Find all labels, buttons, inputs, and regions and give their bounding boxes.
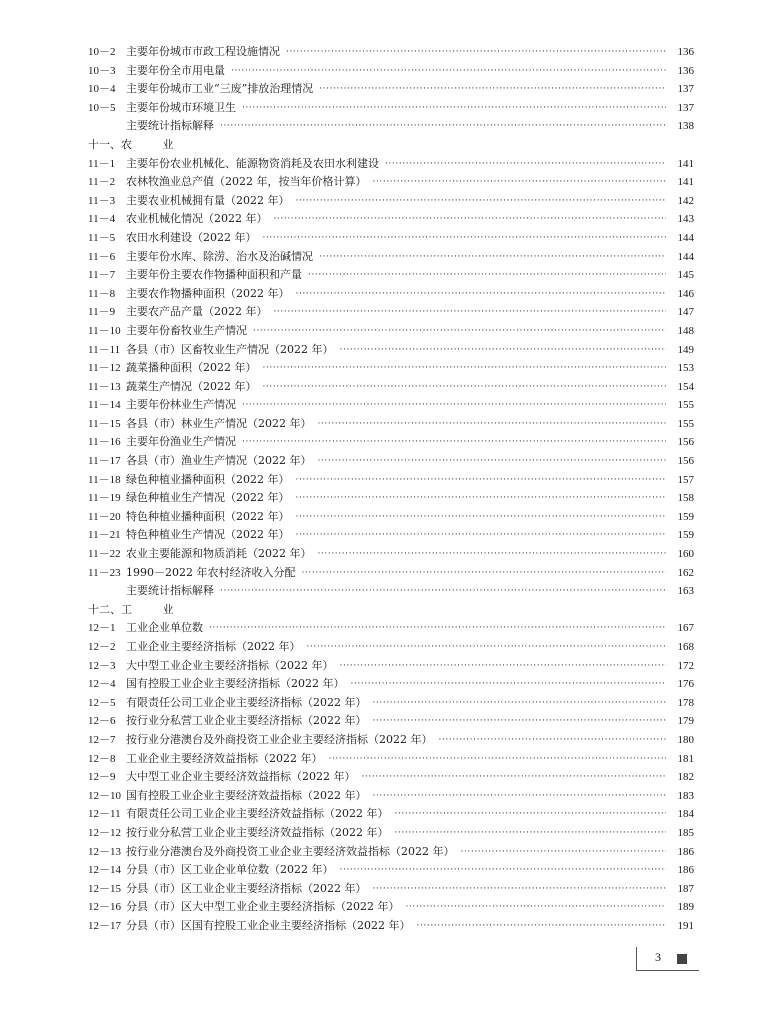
toc-entry-page: 185 <box>677 826 694 839</box>
toc-entry-title: 分县（市）区工业企业主要经济指标（2022 年） <box>126 881 367 895</box>
dot-leader <box>417 917 667 936</box>
toc-entry-title: 各县（市）渔业生产情况（2022 年） <box>126 454 312 468</box>
dot-leader <box>263 359 667 378</box>
toc-entry-number: 11－1 <box>88 157 116 170</box>
toc-entry-page: 144 <box>677 231 694 244</box>
toc-entry-number: 11－18 <box>88 473 121 486</box>
toc-entry-page: 187 <box>677 882 694 895</box>
toc-entry-number: 12－2 <box>88 641 116 653</box>
dot-leader <box>362 768 667 787</box>
dot-leader <box>296 192 667 211</box>
dot-leader <box>296 489 667 508</box>
toc-entry-page: 144 <box>677 250 694 263</box>
toc-entry[interactable] <box>88 638 694 657</box>
toc-entry[interactable] <box>88 861 694 880</box>
toc-entry-title: 大中型工业企业主要经济效益指标（2022 年） <box>126 770 356 784</box>
toc-entry[interactable] <box>88 433 694 452</box>
toc-entry-title: 特色种植业生产情况（2022 年） <box>126 528 290 542</box>
toc-entry[interactable] <box>88 805 694 824</box>
toc-entry-page: 181 <box>677 752 694 765</box>
toc-entry-title: 特色种植业播种面积（2022 年） <box>126 509 290 523</box>
toc-entry[interactable] <box>88 303 694 322</box>
toc-entry-page: 149 <box>677 343 694 356</box>
toc-entry-page: 156 <box>677 455 694 468</box>
dot-leader <box>296 471 667 490</box>
toc-entry-page: 191 <box>677 919 694 932</box>
toc-entry[interactable] <box>88 787 694 806</box>
toc-entry-title: 主要年份农业机械化、能源物资消耗及农田水利建设 <box>126 156 379 170</box>
chapter-12-char-b: 业 <box>162 602 174 616</box>
toc-entry-title: 主要年份城市工业“三废”排放治理情况 <box>126 82 314 96</box>
toc-entry-title: 1990－2022 年农村经济收入分配 <box>126 565 296 579</box>
toc-entry[interactable] <box>88 80 694 99</box>
toc-entry-page: 153 <box>677 362 694 375</box>
toc-entry-number: 11－20 <box>88 510 121 523</box>
dot-leader <box>385 155 666 174</box>
toc-entry-page: 158 <box>677 492 694 505</box>
dot-leader <box>340 657 667 676</box>
toc-entry[interactable] <box>88 229 694 248</box>
toc-entry-page: 142 <box>677 194 694 207</box>
toc-entry[interactable] <box>88 266 694 285</box>
toc-entry[interactable] <box>88 564 694 583</box>
toc-entry-title: 大中型工业企业主要经济指标（2022 年） <box>126 658 334 672</box>
toc-entry-page: 145 <box>677 269 694 282</box>
dot-leader <box>231 62 666 81</box>
toc-entry[interactable] <box>88 173 694 192</box>
toc-entry[interactable] <box>88 210 694 229</box>
toc-entry-title: 主要农产品产量（2022 年） <box>126 305 268 319</box>
toc-entry[interactable] <box>88 750 694 769</box>
toc-entry[interactable] <box>88 675 694 694</box>
toc-entry-page: 136 <box>677 64 694 77</box>
toc-entry-page: 178 <box>677 696 694 709</box>
dot-leader <box>461 843 667 862</box>
toc-entry-number: 12－7 <box>88 733 116 746</box>
toc-entry-number: 11－22 <box>88 548 121 561</box>
toc-entry-title: 分县（市）区工业企业单位数（2022 年） <box>126 863 334 877</box>
toc-entry-number: 11－9 <box>88 306 116 319</box>
dot-leader <box>395 824 667 843</box>
toc-entry[interactable] <box>88 117 694 136</box>
toc-entry-title: 各县（市）林业生产情况（2022 年） <box>126 416 312 430</box>
toc-entry-page: 184 <box>677 808 694 821</box>
toc-entry-title: 绿色种植业播种面积（2022 年） <box>126 472 290 486</box>
toc-entry[interactable] <box>88 359 694 378</box>
toc-entry[interactable] <box>88 694 694 713</box>
toc-entry-page: 148 <box>677 324 694 337</box>
chapter-11-prefix: 十一、 <box>88 137 121 151</box>
toc-entry-page: 154 <box>677 380 694 393</box>
toc-entry-number: 11－2 <box>88 176 116 189</box>
toc-entry-number: 12－9 <box>88 771 116 784</box>
toc-entry-number: 11－6 <box>88 250 116 263</box>
toc-entry[interactable] <box>88 898 694 917</box>
dot-leader <box>318 415 667 434</box>
dot-leader <box>220 117 666 136</box>
toc-entry-title: 工业企业单位数 <box>126 621 203 635</box>
dot-leader <box>286 43 666 62</box>
toc-entry-page: 157 <box>677 473 694 486</box>
toc-entry-page: 155 <box>677 417 694 430</box>
toc-entry-title: 有限责任公司工业企业主要经济效益指标（2022 年） <box>126 807 389 821</box>
toc-entry-number: 12－13 <box>88 845 121 858</box>
toc-entry-title: 按行业分港澳台及外商投资工业企业主要经济效益指标（2022 年） <box>126 844 455 858</box>
toc-entry-page: 159 <box>677 529 694 542</box>
toc-entry-number: 11－16 <box>88 436 121 449</box>
toc-entry[interactable] <box>88 545 694 564</box>
toc-entry-page: 137 <box>677 83 694 96</box>
toc-entry-title: 按行业分私营工业企业主要经济效益指标（2022 年） <box>126 825 389 839</box>
dot-leader <box>253 322 666 341</box>
toc-entry-page: 141 <box>677 157 694 170</box>
toc-entry[interactable] <box>88 285 694 304</box>
toc-entry-number: 12－15 <box>88 882 121 895</box>
footer-rule <box>637 970 699 971</box>
toc-entry[interactable] <box>88 99 694 118</box>
toc-entry[interactable] <box>88 768 694 787</box>
dot-leader <box>296 285 667 304</box>
toc-entry[interactable] <box>88 322 694 341</box>
dot-leader <box>301 564 666 583</box>
toc-entry-page: 138 <box>677 120 694 133</box>
toc-entry-number: 12－14 <box>88 864 121 877</box>
toc-entry[interactable] <box>88 396 694 415</box>
chapter-heading-11 <box>88 136 694 155</box>
toc-entry-number: 12－12 <box>88 826 121 839</box>
dot-leader <box>296 526 667 545</box>
dot-leader <box>373 694 667 713</box>
toc-entry[interactable] <box>88 452 694 471</box>
toc-entry-number: 12－3 <box>88 659 116 672</box>
toc-entry-title: 主要年份城市环境卫生 <box>126 100 236 114</box>
toc-entry[interactable] <box>88 582 694 601</box>
toc-entry-page: 163 <box>677 585 694 598</box>
dot-leader <box>373 880 667 899</box>
toc-entry[interactable] <box>88 192 694 211</box>
dot-leader <box>373 712 667 731</box>
toc-entry-number: 11－12 <box>88 362 121 375</box>
chapter-12-prefix: 十二、 <box>88 602 121 616</box>
dot-leader <box>263 229 667 248</box>
toc-entry-number: 11－14 <box>88 399 121 412</box>
dot-leader <box>220 582 666 601</box>
section-chapter-10 <box>88 43 694 136</box>
toc-entry[interactable] <box>88 471 694 490</box>
toc-entry-title: 主要年份城市市政工程设施情况 <box>126 45 280 58</box>
toc-entry-title: 主要年份水库、除涝、治水及治碱情况 <box>126 249 313 263</box>
toc-entry-page: 176 <box>677 678 694 691</box>
toc-entry-number: 11－8 <box>88 287 116 300</box>
toc-entry[interactable] <box>88 43 694 62</box>
toc-entry-page: 136 <box>677 46 694 58</box>
toc-entry-title: 国有控股工业企业主要经济效益指标（2022 年） <box>126 788 367 802</box>
toc-entry-title: 有限责任公司工业企业主要经济指标（2022 年） <box>126 695 367 709</box>
toc-entry-number: 10－5 <box>88 101 116 114</box>
toc-entry-title: 主要统计指标解释 <box>126 119 214 133</box>
toc-entry-number: 11－4 <box>88 213 116 226</box>
toc-entry-page: 160 <box>677 548 694 561</box>
toc-entry-title: 主要年份林业生产情况 <box>126 398 236 412</box>
toc-entry-title: 主要统计指标解释 <box>126 584 214 598</box>
toc-entry-page: 172 <box>677 659 694 672</box>
toc-entry-title: 主要年份主要农作物播种面积和产量 <box>126 268 302 282</box>
dot-leader <box>340 861 667 880</box>
toc-entry-title: 蔬菜播种面积（2022 年） <box>126 361 257 375</box>
section-chapter-11 <box>88 155 694 601</box>
toc-entry-page: 159 <box>677 510 694 523</box>
toc-entry-number: 12－8 <box>88 752 116 765</box>
toc-entry-title: 农业机械化情况（2022 年） <box>126 212 268 226</box>
toc-entry-number: 11－21 <box>88 529 121 542</box>
toc-entry-page: 180 <box>677 733 694 746</box>
dot-leader <box>373 173 667 192</box>
toc-entry-title: 主要农业机械拥有量（2022 年） <box>126 193 290 207</box>
dot-leader <box>439 731 667 750</box>
toc-entry[interactable] <box>88 917 694 936</box>
toc-entry-number: 11－10 <box>88 324 121 337</box>
dot-leader <box>318 545 667 564</box>
dot-leader <box>319 248 666 267</box>
toc-entry[interactable] <box>88 378 694 397</box>
dot-leader <box>242 99 666 118</box>
toc-entry-page: 186 <box>677 864 694 877</box>
toc-entry-title: 绿色种植业生产情况（2022 年） <box>126 491 290 505</box>
page-footer <box>636 947 699 971</box>
toc-entry-number: 11－11 <box>88 343 121 356</box>
toc-entry-page: 183 <box>677 789 694 802</box>
toc-entry-page: 182 <box>677 771 694 784</box>
page-number: 3 <box>655 950 661 964</box>
toc-entry-number: 10－4 <box>88 83 116 96</box>
toc-entry-page: 156 <box>677 436 694 449</box>
dot-leader <box>395 805 667 824</box>
dot-leader <box>308 266 666 285</box>
toc-entry[interactable] <box>88 731 694 750</box>
toc-entry-page: 189 <box>677 901 694 914</box>
section-chapter-12 <box>88 619 694 935</box>
dot-leader <box>373 787 667 806</box>
chapter-11-char-b: 业 <box>162 137 174 151</box>
dot-leader <box>307 638 667 657</box>
dot-leader <box>274 303 667 322</box>
dot-leader <box>263 378 667 397</box>
dot-leader <box>318 452 667 471</box>
toc-entry-title: 蔬菜生产情况（2022 年） <box>126 379 257 393</box>
toc-entry[interactable] <box>88 508 694 527</box>
toc-entry-number: 12－4 <box>88 678 116 691</box>
toc-entry-page: 186 <box>677 845 694 858</box>
toc-entry-number: 12－10 <box>88 789 121 802</box>
toc-entry-title: 分县（市）区大中型工业企业主要经济指标（2022 年） <box>126 900 400 914</box>
dot-leader <box>329 750 667 769</box>
toc-entry-number: 11－5 <box>88 231 116 244</box>
dot-leader <box>351 675 667 694</box>
toc-entry-title: 农业主要能源和物质消耗（2022 年） <box>126 547 312 561</box>
toc-entry-number: 12－17 <box>88 919 121 932</box>
toc-entry-page: 147 <box>677 306 694 319</box>
toc-entry-page: 162 <box>677 566 694 579</box>
toc-entry-page: 155 <box>677 399 694 412</box>
toc-entry-number: 11－23 <box>88 566 121 579</box>
toc-entry[interactable] <box>88 248 694 267</box>
toc-entry[interactable] <box>88 489 694 508</box>
toc-entry-number: 12－1 <box>88 622 116 635</box>
toc-entry[interactable] <box>88 526 694 545</box>
toc-entry-page: 143 <box>677 213 694 226</box>
toc-entry-page: 137 <box>677 101 694 114</box>
footer-square-mark <box>677 954 687 964</box>
toc-entry-title: 主要农作物播种面积（2022 年） <box>126 286 290 300</box>
toc-entry[interactable] <box>88 880 694 899</box>
chapter-12-char-a: 工 <box>121 602 133 616</box>
dot-leader <box>406 898 667 917</box>
toc-entry-title: 国有控股工业企业主要经济指标（2022 年） <box>126 677 345 691</box>
toc-entry[interactable] <box>88 619 694 638</box>
toc-entry-title: 农田水利建设（2022 年） <box>126 230 257 244</box>
toc-entry-title: 主要年份渔业生产情况 <box>126 435 236 449</box>
toc-entry-number: 12－16 <box>88 901 121 914</box>
chapter-11-char-a: 农 <box>121 137 133 151</box>
dot-leader <box>242 396 666 415</box>
toc-entry-title: 分县（市）区国有控股工业企业主要经济指标（2022 年） <box>126 918 411 932</box>
dot-leader <box>209 619 666 638</box>
toc-entry[interactable] <box>88 657 694 676</box>
toc-entry-number: 12－11 <box>88 808 121 821</box>
toc-entry-number: 12－6 <box>88 715 116 728</box>
toc-entry-page: 146 <box>677 287 694 300</box>
toc-entry[interactable] <box>88 341 694 360</box>
toc-entry[interactable] <box>88 415 694 434</box>
toc-entry[interactable] <box>88 712 694 731</box>
dot-leader <box>319 80 666 99</box>
toc-entry-page: 168 <box>677 641 694 653</box>
toc-entry-number: 11－19 <box>88 492 121 505</box>
toc-entry-page: 179 <box>677 715 694 728</box>
toc-entry-title: 农林牧渔业总产值（2022 年，按当年价格计算） <box>126 175 367 189</box>
toc-entry-number: 10－3 <box>88 64 116 77</box>
toc-entry-title: 主要年份全市用电量 <box>126 63 225 77</box>
dot-leader <box>274 210 667 229</box>
toc-entry-title: 工业企业主要经济效益指标（2022 年） <box>126 751 323 765</box>
table-of-contents <box>88 43 694 936</box>
toc-entry[interactable] <box>88 843 694 862</box>
toc-entry-number: 11－3 <box>88 194 116 207</box>
dot-leader <box>340 341 667 360</box>
toc-entry-page: 141 <box>677 176 694 189</box>
toc-entry-number: 10－2 <box>88 46 116 58</box>
toc-entry-number: 11－7 <box>88 269 116 282</box>
toc-entry-number: 11－17 <box>88 455 121 468</box>
chapter-heading-12 <box>88 601 694 620</box>
toc-entry-title: 按行业分私营工业企业主要经济指标（2022 年） <box>126 714 367 728</box>
toc-entry[interactable] <box>88 155 694 174</box>
dot-leader <box>296 508 667 527</box>
toc-entry-title: 各县（市）区畜牧业生产情况（2022 年） <box>126 342 334 356</box>
toc-entry-number: 11－13 <box>88 380 121 393</box>
toc-entry[interactable] <box>88 62 694 81</box>
dot-leader <box>242 433 666 452</box>
toc-entry-title: 主要年份畜牧业生产情况 <box>126 323 247 337</box>
toc-entry-title: 按行业分港澳台及外商投资工业企业主要经济指标（2022 年） <box>126 732 433 746</box>
toc-entry-title: 工业企业主要经济指标（2022 年） <box>126 640 301 653</box>
toc-entry-number: 12－5 <box>88 696 116 709</box>
toc-entry-number: 11－15 <box>88 417 121 430</box>
toc-entry-page: 167 <box>677 622 694 635</box>
toc-entry[interactable] <box>88 824 694 843</box>
